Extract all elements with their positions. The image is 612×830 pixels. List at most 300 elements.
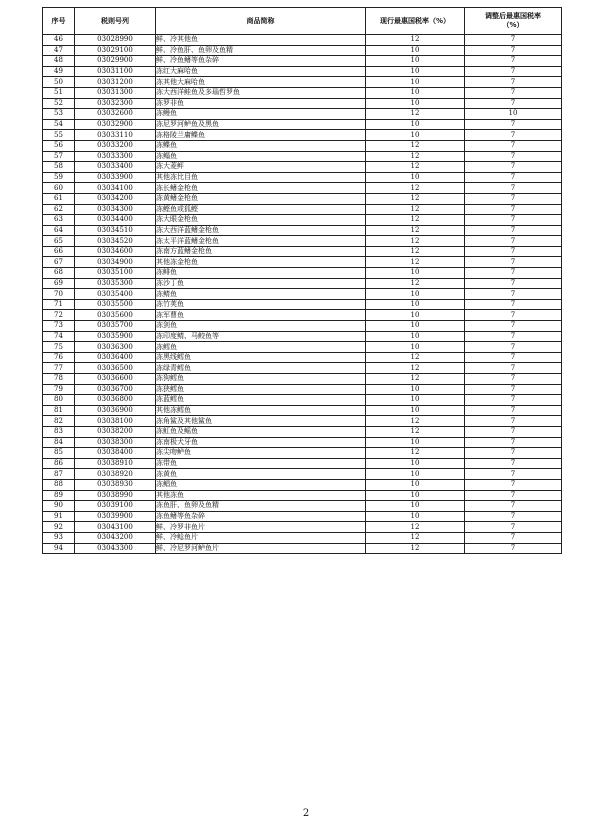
cell-product-name: 冻沙丁鱼 [156,278,366,289]
cell-tariff-code: 03036900 [75,405,156,416]
cell-tariff-code: 03033400 [75,162,156,173]
cell-product-name: 冻鱼肝、鱼卵及鱼精 [156,501,366,512]
cell-adjusted-rate: 7 [465,246,562,257]
table-row [43,511,562,522]
cell-serial-number: 65 [43,236,75,247]
table-row [43,395,562,406]
table-row [43,490,562,501]
cell-tariff-code: 03035600 [75,310,156,321]
table-row [43,56,562,67]
cell-adjusted-rate: 7 [465,172,562,183]
cell-product-name: 冻黄鱼 [156,469,366,480]
cell-current-rate: 10 [366,479,465,490]
table-row [43,98,562,109]
cell-tariff-code: 03032300 [75,98,156,109]
cell-tariff-code: 03039900 [75,511,156,522]
table-row [43,268,562,279]
table-row [43,437,562,448]
cell-tariff-code: 03035700 [75,321,156,332]
cell-product-name: 鲜、冷鲶鱼片 [156,532,366,543]
cell-current-rate: 12 [366,183,465,194]
cell-current-rate: 12 [366,416,465,427]
cell-serial-number: 75 [43,342,75,353]
cell-tariff-code: 03039100 [75,501,156,512]
cell-tariff-code: 03038990 [75,490,156,501]
header-adjusted-rate [465,8,562,35]
cell-adjusted-rate: 7 [465,426,562,437]
cell-adjusted-rate: 7 [465,490,562,501]
cell-tariff-code: 03036300 [75,342,156,353]
cell-product-name: 鲜、冷鱼肝、鱼卵及鱼精 [156,45,366,56]
table-row [43,215,562,226]
cell-current-rate: 10 [366,331,465,342]
cell-tariff-code: 03035400 [75,289,156,300]
cell-serial-number: 74 [43,331,75,342]
cell-adjusted-rate: 7 [465,458,562,469]
cell-serial-number: 80 [43,395,75,406]
cell-tariff-code: 03036800 [75,395,156,406]
cell-serial-number: 76 [43,352,75,363]
cell-current-rate: 12 [366,257,465,268]
cell-serial-number: 53 [43,109,75,120]
cell-current-rate: 12 [366,140,465,151]
cell-adjusted-rate: 7 [465,532,562,543]
cell-adjusted-rate: 7 [465,66,562,77]
cell-serial-number: 54 [43,119,75,130]
cell-current-rate: 12 [366,543,465,554]
cell-product-name: 冻鲭鱼 [156,289,366,300]
cell-adjusted-rate: 7 [465,56,562,67]
table-row [43,236,562,247]
cell-serial-number: 55 [43,130,75,141]
cell-adjusted-rate: 7 [465,511,562,522]
cell-current-rate: 10 [366,342,465,353]
cell-product-name: 鲜、冷其他鱼 [156,35,366,46]
cell-tariff-code: 03034200 [75,193,156,204]
table-row [43,45,562,56]
cell-adjusted-rate: 7 [465,140,562,151]
table-row [43,140,562,151]
cell-product-name: 冻长鳍金枪鱼 [156,183,366,194]
cell-adjusted-rate: 7 [465,119,562,130]
cell-serial-number: 82 [43,416,75,427]
cell-current-rate: 12 [366,532,465,543]
cell-adjusted-rate: 7 [465,363,562,374]
cell-serial-number: 83 [43,426,75,437]
cell-adjusted-rate: 7 [465,204,562,215]
header-row [43,8,562,35]
cell-product-name: 冻大西洋鲑鱼及多瑙哲罗鱼 [156,87,366,98]
cell-serial-number: 86 [43,458,75,469]
cell-current-rate: 10 [366,119,465,130]
cell-product-name: 冻尖吻鲈鱼 [156,448,366,459]
cell-tariff-code: 03028990 [75,35,156,46]
cell-serial-number: 77 [43,363,75,374]
table-row [43,426,562,437]
cell-adjusted-rate: 7 [465,225,562,236]
table-row [43,543,562,554]
table-row [43,257,562,268]
cell-tariff-code: 03033110 [75,130,156,141]
cell-current-rate: 12 [366,151,465,162]
cell-tariff-code: 03035100 [75,268,156,279]
cell-current-rate: 10 [366,172,465,183]
cell-serial-number: 47 [43,45,75,56]
cell-current-rate: 12 [366,374,465,385]
cell-serial-number: 59 [43,172,75,183]
cell-adjusted-rate: 7 [465,543,562,554]
cell-tariff-code: 03029900 [75,56,156,67]
cell-current-rate: 12 [366,448,465,459]
cell-serial-number: 66 [43,246,75,257]
cell-current-rate: 10 [366,66,465,77]
cell-current-rate: 10 [366,437,465,448]
table-row [43,310,562,321]
table-row [43,532,562,543]
cell-current-rate: 10 [366,77,465,88]
cell-adjusted-rate: 7 [465,87,562,98]
cell-adjusted-rate: 7 [465,35,562,46]
cell-adjusted-rate: 7 [465,299,562,310]
cell-adjusted-rate: 7 [465,183,562,194]
cell-adjusted-rate: 7 [465,98,562,109]
cell-current-rate: 10 [366,511,465,522]
table-row [43,130,562,141]
cell-current-rate: 12 [366,426,465,437]
cell-adjusted-rate: 7 [465,479,562,490]
table-row [43,321,562,332]
cell-tariff-code: 03043100 [75,522,156,533]
cell-adjusted-rate: 7 [465,448,562,459]
cell-current-rate: 10 [366,87,465,98]
cell-tariff-code: 03034300 [75,204,156,215]
cell-current-rate: 10 [366,56,465,67]
cell-tariff-code: 03038910 [75,458,156,469]
header-tariff-code: 税则号列 [75,8,156,35]
table-row [43,246,562,257]
cell-current-rate: 10 [366,268,465,279]
cell-adjusted-rate: 7 [465,352,562,363]
cell-serial-number: 52 [43,98,75,109]
cell-serial-number: 61 [43,193,75,204]
cell-tariff-code: 03031100 [75,66,156,77]
cell-product-name: 其他冻鳕鱼 [156,405,366,416]
table-row [43,405,562,416]
header-current-rate: 现行最惠国税率（%） [366,8,465,35]
cell-serial-number: 63 [43,215,75,226]
cell-tariff-code: 03032900 [75,119,156,130]
cell-adjusted-rate: 7 [465,162,562,173]
cell-current-rate: 10 [366,395,465,406]
cell-product-name: 冻鲽鱼 [156,140,366,151]
cell-adjusted-rate: 7 [465,469,562,480]
cell-adjusted-rate: 7 [465,257,562,268]
table-row [43,162,562,173]
cell-tariff-code: 03043300 [75,543,156,554]
cell-adjusted-rate: 7 [465,501,562,512]
cell-current-rate: 12 [366,215,465,226]
cell-tariff-code: 03038100 [75,416,156,427]
cell-product-name: 鲜、冷罗非鱼片 [156,522,366,533]
header-serial-number: 序号 [43,8,75,35]
cell-serial-number: 48 [43,56,75,67]
cell-product-name: 冻南方蓝鳍金枪鱼 [156,246,366,257]
cell-adjusted-rate: 7 [465,268,562,279]
cell-serial-number: 72 [43,310,75,321]
cell-product-name: 鲜、冷尼罗河鲈鱼片 [156,543,366,554]
cell-serial-number: 69 [43,278,75,289]
cell-serial-number: 91 [43,511,75,522]
table-row [43,87,562,98]
cell-current-rate: 12 [366,35,465,46]
cell-current-rate: 10 [366,45,465,56]
cell-serial-number: 46 [43,35,75,46]
cell-tariff-code: 03035300 [75,278,156,289]
cell-tariff-code: 03031300 [75,87,156,98]
table-row [43,109,562,120]
table-row [43,119,562,130]
table-row [43,458,562,469]
cell-current-rate: 10 [366,299,465,310]
cell-product-name: 冻太平洋蓝鳍金枪鱼 [156,236,366,247]
cell-adjusted-rate: 7 [465,77,562,88]
cell-current-rate: 10 [366,289,465,300]
cell-tariff-code: 03034400 [75,215,156,226]
cell-tariff-code: 03043200 [75,532,156,543]
cell-adjusted-rate: 10 [465,109,562,120]
table-row [43,77,562,88]
cell-current-rate: 10 [366,130,465,141]
cell-tariff-code: 03038300 [75,437,156,448]
cell-current-rate: 10 [366,384,465,395]
cell-product-name: 冻鳗鱼 [156,109,366,120]
table-row [43,66,562,77]
cell-product-name: 冻尼罗河鲈鱼及黑鱼 [156,119,366,130]
cell-adjusted-rate: 7 [465,331,562,342]
table-row [43,172,562,183]
cell-current-rate: 10 [366,469,465,480]
cell-serial-number: 87 [43,469,75,480]
cell-serial-number: 84 [43,437,75,448]
cell-adjusted-rate: 7 [465,374,562,385]
cell-serial-number: 51 [43,87,75,98]
cell-serial-number: 56 [43,140,75,151]
table-row [43,352,562,363]
cell-product-name: 鲜、冷鱼鳍等鱼杂碎 [156,56,366,67]
cell-current-rate: 10 [366,405,465,416]
table-body [43,35,562,554]
cell-serial-number: 71 [43,299,75,310]
cell-product-name: 冻大西洋蓝鳍金枪鱼 [156,225,366,236]
cell-product-name: 冻鲳鱼 [156,479,366,490]
cell-product-name: 冻狗鳕鱼 [156,374,366,385]
cell-tariff-code: 03036700 [75,384,156,395]
cell-product-name: 冻黑线鳕鱼 [156,352,366,363]
cell-serial-number: 73 [43,321,75,332]
cell-product-name: 其他冻金枪鱼 [156,257,366,268]
table-row [43,225,562,236]
cell-serial-number: 50 [43,77,75,88]
cell-current-rate: 12 [366,278,465,289]
cell-product-name: 冻其他大麻哈鱼 [156,77,366,88]
cell-product-name: 冻大眼金枪鱼 [156,215,366,226]
cell-current-rate: 12 [366,236,465,247]
cell-serial-number: 67 [43,257,75,268]
cell-serial-number: 93 [43,532,75,543]
cell-current-rate: 12 [366,246,465,257]
cell-product-name: 冻大菱鲆 [156,162,366,173]
cell-adjusted-rate: 7 [465,416,562,427]
cell-current-rate: 10 [366,458,465,469]
table-row [43,278,562,289]
cell-adjusted-rate: 7 [465,289,562,300]
cell-serial-number: 94 [43,543,75,554]
cell-tariff-code: 03031200 [75,77,156,88]
cell-tariff-code: 03029100 [75,45,156,56]
cell-product-name: 冻蓝鳕鱼 [156,395,366,406]
tariff-table [42,7,562,554]
table-row [43,384,562,395]
cell-adjusted-rate: 7 [465,522,562,533]
table-row [43,331,562,342]
cell-product-name: 冻印度鲭、马鲛鱼等 [156,331,366,342]
table-row [43,289,562,300]
table-row [43,35,562,46]
cell-serial-number: 68 [43,268,75,279]
cell-serial-number: 92 [43,522,75,533]
cell-tariff-code: 03033900 [75,172,156,183]
cell-serial-number: 62 [43,204,75,215]
table-row [43,501,562,512]
cell-serial-number: 78 [43,374,75,385]
cell-product-name: 冻带鱼 [156,458,366,469]
cell-serial-number: 60 [43,183,75,194]
table-row [43,193,562,204]
page-number: 2 [302,808,310,819]
cell-current-rate: 12 [366,204,465,215]
cell-adjusted-rate: 7 [465,151,562,162]
table-row [43,299,562,310]
cell-tariff-code: 03034600 [75,246,156,257]
cell-adjusted-rate: 7 [465,321,562,332]
cell-tariff-code: 03034520 [75,236,156,247]
table-row [43,522,562,533]
cell-product-name: 冻狭鳕鱼 [156,384,366,395]
cell-product-name: 冻鲱鱼 [156,268,366,279]
cell-product-name: 冻鳕鱼 [156,342,366,353]
cell-adjusted-rate: 7 [465,405,562,416]
cell-product-name: 冻格陵兰庸鲽鱼 [156,130,366,141]
cell-product-name: 冻竹荚鱼 [156,299,366,310]
cell-adjusted-rate: 7 [465,130,562,141]
cell-tariff-code: 03034100 [75,183,156,194]
cell-serial-number: 49 [43,66,75,77]
cell-current-rate: 12 [366,352,465,363]
cell-current-rate: 12 [366,522,465,533]
cell-serial-number: 64 [43,225,75,236]
cell-adjusted-rate: 7 [465,193,562,204]
cell-product-name: 冻绿青鳕鱼 [156,363,366,374]
cell-current-rate: 10 [366,98,465,109]
table-row [43,416,562,427]
cell-tariff-code: 03038930 [75,479,156,490]
cell-tariff-code: 03033300 [75,151,156,162]
cell-serial-number: 90 [43,501,75,512]
cell-serial-number: 58 [43,162,75,173]
header-adjusted-rate-line2: （%） [502,21,524,29]
cell-adjusted-rate: 7 [465,278,562,289]
table-row [43,151,562,162]
cell-current-rate: 10 [366,310,465,321]
cell-tariff-code: 03035500 [75,299,156,310]
cell-tariff-code: 03034900 [75,257,156,268]
cell-serial-number: 57 [43,151,75,162]
table-row [43,469,562,480]
cell-tariff-code: 03032600 [75,109,156,120]
cell-adjusted-rate: 7 [465,236,562,247]
cell-current-rate: 12 [366,193,465,204]
cell-current-rate: 12 [366,162,465,173]
cell-adjusted-rate: 7 [465,437,562,448]
cell-product-name: 冻罗非鱼 [156,98,366,109]
header-adjusted-rate-line1: 调整后最惠国税率 [485,12,541,21]
cell-serial-number: 81 [43,405,75,416]
cell-adjusted-rate: 7 [465,384,562,395]
cell-adjusted-rate: 7 [465,45,562,56]
cell-current-rate: 10 [366,321,465,332]
cell-adjusted-rate: 7 [465,215,562,226]
cell-product-name: 冻南极犬牙鱼 [156,437,366,448]
table-row [43,204,562,215]
cell-current-rate: 10 [366,501,465,512]
cell-tariff-code: 03038200 [75,426,156,437]
cell-product-name: 冻魟鱼及鳐鱼 [156,426,366,437]
cell-product-name: 冻剑鱼 [156,321,366,332]
cell-adjusted-rate: 7 [465,310,562,321]
cell-product-name: 冻鲣鱼或狐鲣 [156,204,366,215]
cell-tariff-code: 03033200 [75,140,156,151]
cell-product-name: 其他冻比目鱼 [156,172,366,183]
cell-serial-number: 79 [43,384,75,395]
cell-serial-number: 70 [43,289,75,300]
table-row [43,448,562,459]
cell-tariff-code: 03036500 [75,363,156,374]
cell-product-name: 冻黄鳍金枪鱼 [156,193,366,204]
cell-serial-number: 89 [43,490,75,501]
table-row [43,363,562,374]
cell-current-rate: 12 [366,225,465,236]
cell-product-name: 冻鳎鱼 [156,151,366,162]
header-product-name: 商品简称 [156,8,366,35]
table-row [43,183,562,194]
table-row [43,374,562,385]
cell-tariff-code: 03036400 [75,352,156,363]
cell-adjusted-rate: 7 [465,342,562,353]
table-row [43,342,562,353]
cell-product-name: 冻鱼鳍等鱼杂碎 [156,511,366,522]
cell-serial-number: 88 [43,479,75,490]
cell-tariff-code: 03035900 [75,331,156,342]
cell-current-rate: 12 [366,109,465,120]
cell-tariff-code: 03038400 [75,448,156,459]
cell-tariff-code: 03036600 [75,374,156,385]
cell-tariff-code: 03038920 [75,469,156,480]
cell-serial-number: 85 [43,448,75,459]
cell-adjusted-rate: 7 [465,395,562,406]
cell-tariff-code: 03034510 [75,225,156,236]
cell-current-rate: 12 [366,363,465,374]
cell-product-name: 冻角鲨及其他鲨鱼 [156,416,366,427]
